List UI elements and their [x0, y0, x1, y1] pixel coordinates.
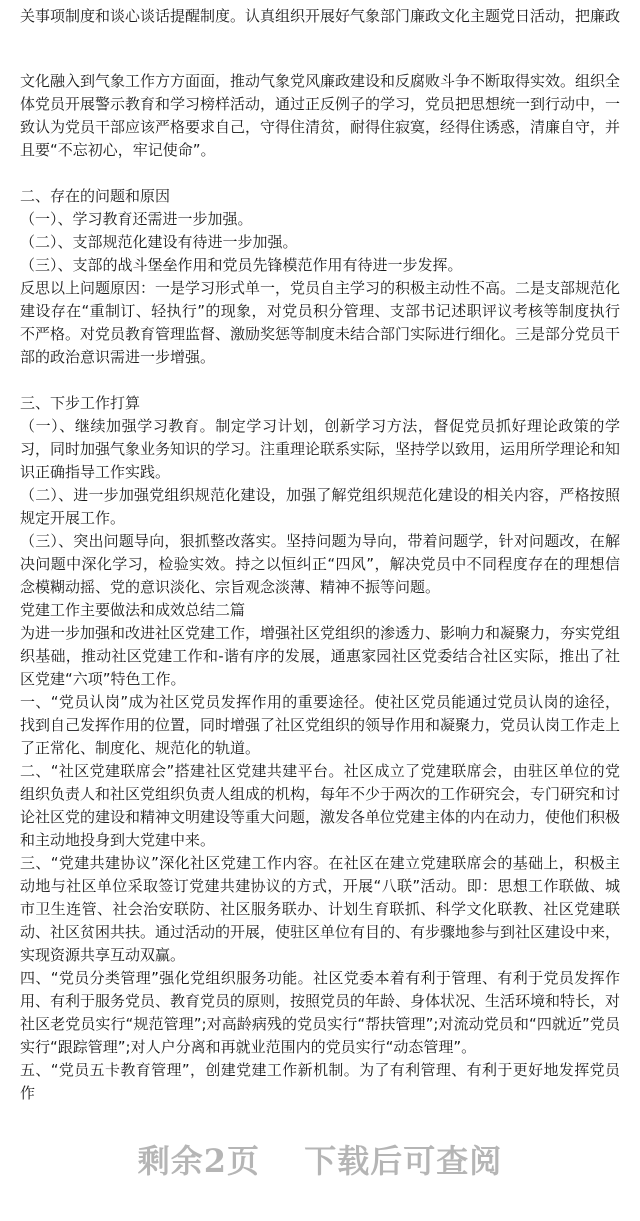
list-item: （三）、突出问题导向，狠抓整改落实。坚持问题为导向，带着问题学，针对问题改，在解决问题中深化学习，检验实效。持之以恒纠正“四风”，解决党员中不同程度存在的理想信念模糊动摇、党的意识淡化、宗旨观念淡薄、精神不振等问题。 [20, 532, 620, 596]
section-heading-plans: 三、下步工作打算 [20, 394, 141, 412]
list-item: 四、“党员分类管理”强化党组织服务功能。社区党委本着有利于管理、有利于党员发挥作用、有利于服务党员、教育党员的原则，按照党员的年龄、身体状况、生活环境和特长，对社区老党员实行“规范管理”;对高龄病残的党员实行“帮扶管理”;对流动党员和“四就近”党员实行“跟踪管理”;对人户分离和再就业范围内的党员实行“动态管理”。 [20, 969, 621, 1056]
download-prompt[interactable] [0, 1136, 640, 1182]
paragraph-reflection: 反思以上问题原因：一是学习形式单一，党员自主学习的积极主动性不高。二是支部规范化建设存在“重制订、轻执行”的现象，对党员积分管理、支部书记述职评议考核等制度执行不严格。对党员教育管理监督、激励奖惩等制度未结合部门实际进行细化。三是部分党员干部的政治意识需进一步增强。 [20, 279, 621, 366]
list-item: （二）、支部规范化建设有待进一步加强。 [20, 233, 298, 251]
list-item: （一）、继续加强学习教育。制定学习计划，创新学习方法，督促党员抓好理论政策的学习，同时加强气象业务知识的学习。注重理论联系实际，坚持学以致用，运用所学理论和知识正确指导工作实践。 [20, 417, 621, 481]
spacer [20, 369, 620, 392]
remaining-pages-label: 剩余2页 [137, 1142, 261, 1180]
download-to-view-label: 下载后可查阅 [304, 1142, 503, 1180]
paragraph-fragment: 关事项制度和谈心谈话提醒制度。认真组织开展好气象部门廉政文化主题党日活动，把廉政 [20, 7, 621, 25]
paragraph-culture: 文化融入到气象工作方方面面，推动气象党风廉政建设和反腐败斗争不断取得实效。组织全体党员开展警示教育和学习榜样活动，通过正反例子的学习，党员把思想统一到行动中，一致认为党员干部应该严格要求自己，守得住清贫，耐得住寂寞，经得住诱惑，清廉自守，并且要“不忘初心，牢记使命”。 [20, 72, 621, 159]
list-item: （三）、支部的战斗堡垒作用和党员先锋模范作用有待进一步发挥。 [20, 256, 463, 274]
list-item: 二、“社区党建联席会”搭建社区党建共建平台。社区成立了党建联席会，由驻区单位的党组织负责人和社区党组织负责人组成的机构，每年不少于两次的工作研究会，专门研究和讨论社区党的建设和精神文明建设等重大问题，激发各单位党建主体的内在动力，使他们积极和主动地投身到大党建中来。 [20, 762, 621, 849]
section-heading-problems: 二、存在的问题和原因 [20, 187, 171, 205]
list-item: 一、“党员认岗”成为社区党员发挥作用的重要途径。使社区党员能通过党员认岗的途径，找到自己发挥作用的位置，同时增强了社区党组织的领导作用和凝聚力，党员认岗工作走上了正常化、制度化、规范化的轨道。 [20, 693, 621, 757]
spacer [20, 162, 620, 185]
list-item: 五、“党员五卡教育管理”，创建党建工作新机制。为了有利管理、有利于更好地发挥党员作 [20, 1061, 620, 1102]
spacer [20, 28, 620, 70]
article-title: 党建工作主要做法和成效总结二篇 [20, 601, 246, 619]
list-item: （二）、进一步加强党组织规范化建设，加强了解党组织规范化建设的相关内容，严格按照规定开展工作。 [20, 486, 620, 527]
list-item: （一）、学习教育还需进一步加强。 [20, 210, 253, 228]
list-item: 三、“党建共建协议”深化社区党建工作内容。在社区在建立党建联席会的基础上，积极主动地与社区单位采取签订党建共建协议的方式，开展“八联”活动。即：思想工作联做、城市卫生连管、社会治安联防、社区服务联办、计划生育联抓、科学文化联教、社区党建联动、社区贫困共扶。通过活动的开展，使驻区单位有目的、有步骤地参与到社区建设中来，实现资源共享互动双赢。 [20, 854, 621, 964]
paragraph-intro: 为进一步加强和改进社区党建工作，增强社区党组织的渗透力、影响力和凝聚力，夯实党组织基础，推动社区党建工作和-谐有序的发展，通惠家园社区党委结合社区实际，推出了社区党建“六项”特色工作。 [20, 624, 621, 688]
document-body [20, 5, 620, 1105]
